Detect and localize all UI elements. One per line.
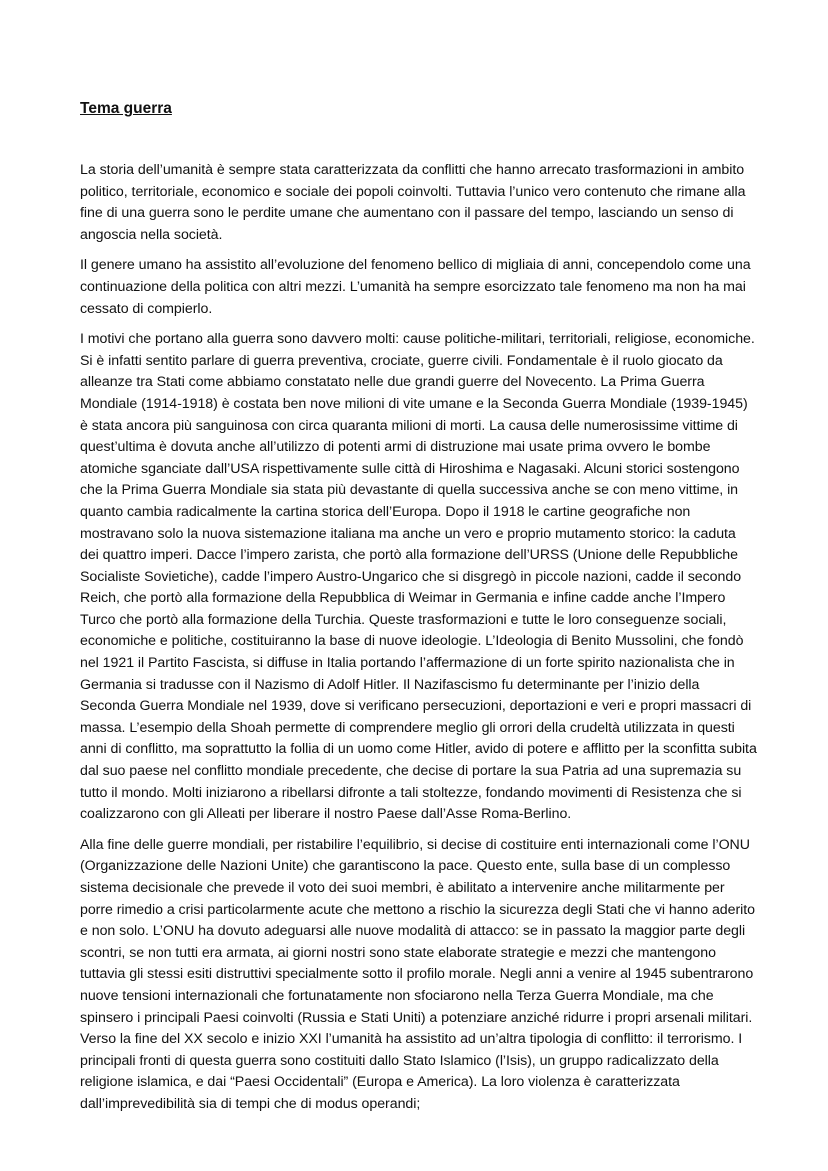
document-title: Tema guerra — [80, 100, 172, 117]
document-body — [80, 160, 758, 1125]
paragraph-intro: La storia dell’umanità è sempre stata caratterizzata da conflitti che hanno arrecato trasformazioni in ambito politico, territoriale, economico e sociale dei popoli coinvolti. Tuttavia l’unico vero contenuto che rimane alla fine di una guerra sono le perdite umane che aumentano con il passare del tempo, lasciando un senso di angoscia nella società. — [80, 162, 746, 243]
paragraph-evolution: Il genere umano ha assistito all’evoluzione del fenomeno bellico di migliaia di anni, concependolo come una continuazione della politica con altri mezzi. L’umanità ha sempre esorcizzato tale fenomeno ma non ha mai cessato di compierlo. — [80, 257, 751, 317]
paragraph-onu: Alla fine delle guerre mondiali, per ristabilire l’equilibrio, si decise di costituire enti internazionali come l’ONU (Organizzazione delle Nazioni Unite) che garantiscono la pace. Questo ente, sulla base di un complesso sistema decisionale che prevede il voto dei suoi membri, è abilitato a intervenire anche militarmente per porre rimedio a crisi particolarmente acute che mettono a rischio la sicurezza degli Stati che vi hanno aderito e non solo. L’ONU ha dovuto adeguarsi alle nuove modalità di attacco: se in passato la maggior parte degli scontri, se non tutti era armata, ai giorni nostri sono state elaborate strategie e mezzi che mantengono tuttavia gli stessi esiti distruttivi specialmente sotto il profilo morale. Negli anni a venire al 1945 subentrarono nuove tensioni internazionali che fortunatamente non sfociarono nella Terza Guerra Mondiale, ma che spinsero i principali Paesi coinvolti (Russia e Stati Uniti) a potenziare anziché ridurre i propri arsenali militari. Verso la fine del XX secolo e inizio XXI l’umanità ha assistito ad un’altra tipologia di conflitto: il terrorismo. I principali fronti di questa guerra sono costituiti dallo Stato Islamico (l’Isis), un gruppo radicalizzato della religione islamica, e dai “Paesi Occidentali” (Europa e America). La loro violenza è caratterizzata dall’imprevedibilità sia di tempi che di modus operandi; — [80, 836, 756, 1112]
paragraph-causes: I motivi che portano alla guerra sono davvero molti: cause politiche-militari, territoriali, religiose, economiche. Si è infatti sentito parlare di guerra preventiva, crociate, guerre civili. Fondamentale è il ruolo giocato da alleanze tra Stati come abbiamo constatato nelle due grandi guerre del Novecento. La Prima Guerra Mondiale (1914-1918) è costata ben nove milioni di vite umane e la Seconda Guerra Mondiale (1939-1945) è stata ancora più sanguinosa con circa quaranta milioni di morti. La causa delle numerosissime vittime di quest’ultima è dovuta anche all’utilizzo di potenti armi di distruzione mai usate prima ovvero le bombe atomiche sganciate dall’USA rispettivamente sulle città di Hiroshima e Nagasaki. Alcuni storici sostengono che la Prima Guerra Mondiale sia stata più devastante di quella successiva anche se con meno vittime, in quanto cambia radicalmente la cartina storica dell’Europa. Dopo il 1918 le cartine geografiche non mostravano solo la nuova sistemazione italiana ma anche un vero e proprio mutamento storico: la caduta dei quattro imperi. Dacce l’impero zarista, che portò alla formazione dell’URSS (Unione delle Repubbliche Socialiste Sovietiche), cadde l’impero Austro-Ungarico che si disgregò in piccole nazioni, cadde il secondo Reich, che portò alla formazione della Repubblica di Weimar in Germania e infine cadde anche l’Impero Turco che portò alla formazione della Turchia. Queste trasformazioni e tutte le loro conseguenze sociali, economiche e politiche, costituiranno la base di nuove ideologie. L’Ideologia di Benito Mussolini, che fondò nel 1921 il Partito Fascista, si diffuse in Italia portando l’affermazione di un forte spirito nazionalista che in Germania si tradusse con il Nazismo di Adolf Hitler. Il Nazifascismo fu determinante per l’inizio della Seconda Guerra Mondiale nel 1939, dove si verificano persecuzioni, deportazioni e veri e propri massacri di massa. L’esempio della Shoah permette di comprendere meglio gli orrori della crudeltà utilizzata in questi anni di conflitto, ma soprattutto la follia di un uomo come Hitler, avido di potere e afflitto per la sconfitta subita dal suo paese nel conflitto mondiale precedente, che decise di portare la sua Patria ad una supremazia su tutto il mondo. Molti iniziarono a ribellarsi difronte a tali stoltezze, fondando movimenti di Resistenza che si coalizzarono con gli Alleati per liberare il nostro Paese dall’Asse Roma-Berlino. — [80, 331, 757, 823]
